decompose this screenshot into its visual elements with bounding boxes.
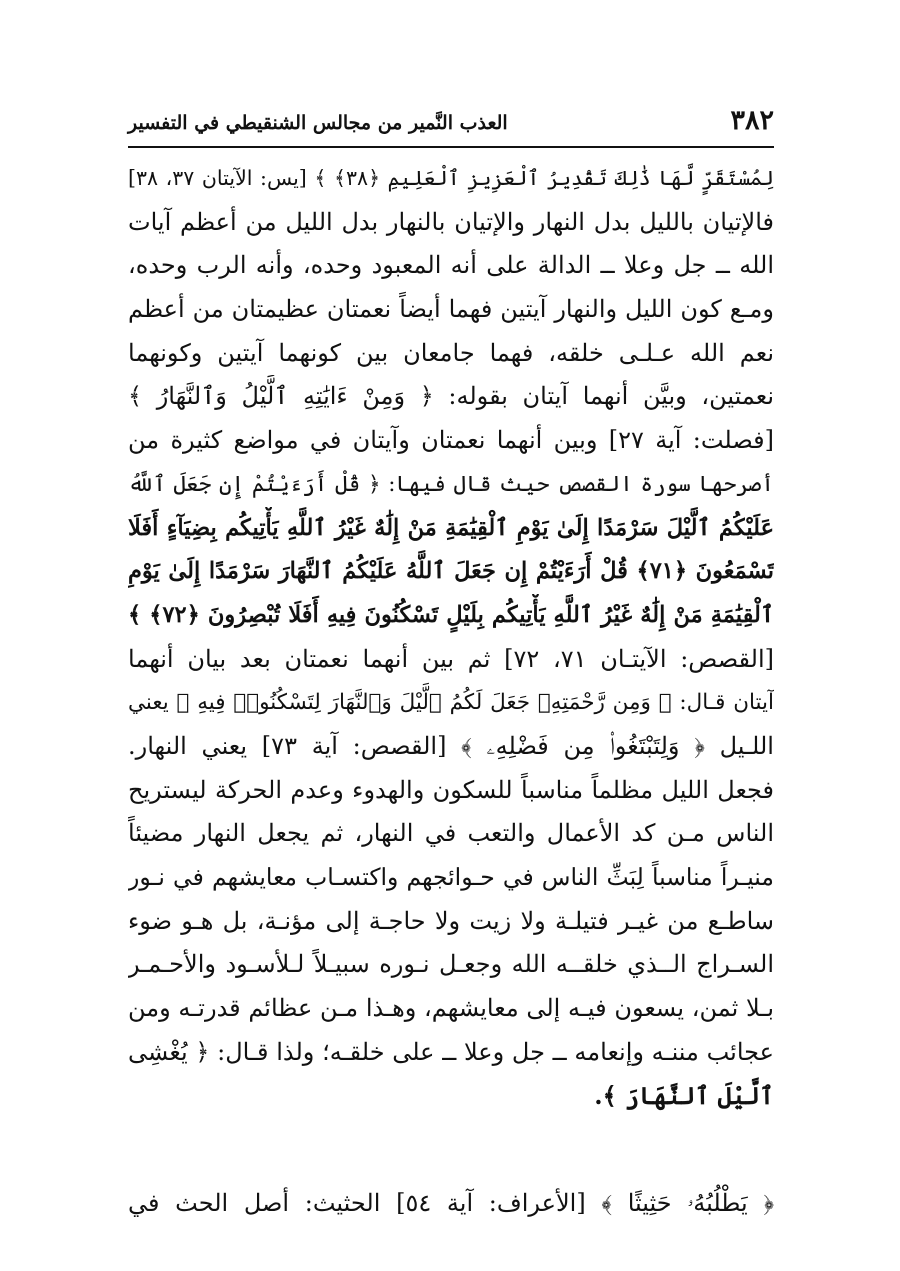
text-line: نعمتين، وبيَّن أنهما آيتان بقوله: ﴿ وَمِنْ ءَايَٰتِهِ ٱلَّيْلُ وَٱلنَّهَارُ ﴾ <box>128 382 774 411</box>
page-number: ٣٨٢ <box>730 105 774 136</box>
text-line: [فصلت: آية ٢٧] وبين أنهما نعمتان وآيتان في مواضع كثيرة من <box>128 426 774 455</box>
text-line: فالإتيان بالليل بدل النهار والإتيان بالنهار بدل الليل من أعظم آيات <box>128 207 774 236</box>
text-line: اللـيل ﴿ وَلِتَبْتَغُوا۟ مِن فَضْلِهِۦ ﴾ [القصص: آية ٧٣] يعني النهار. <box>128 731 774 760</box>
quran-line: ٱلْقِيَٰمَةِ مَنْ إِلَٰهٌ غَيْرُ ٱللَّهِ يَأْتِيكُم بِلَيْلٍ تَسْكُنُونَ فِيهِ أَفَلَا تُبْصِرُونَ ﴿٧٢﴾ ﴾ <box>128 601 774 628</box>
text-line: ساطـع من غيـر فتيلـة ولا زيت ولا حاجـة إلى مؤنـة، بل هـو ضوء <box>128 906 774 935</box>
quran-line: عَلَيْكُمُ ٱلَّيْلَ سَرْمَدًا إِلَىٰ يَوْمِ ٱلْقِيَٰمَةِ مَنْ إِلَٰهٌ غَيْرُ ٱللَّهِ يَأْتِيكُم بِضِيَآءٍ أَفَلَا <box>128 514 774 541</box>
text-line: السـراج الــذي خلقــه الله وجعـل نـوره سبيـلاً لـلأسـود والأحـمـر <box>128 950 774 979</box>
text-line: الله ــ جل وعلا ــ الدالة على أنه المعبود وحده، وأنه الرب وحده، <box>128 251 774 280</box>
header-rule <box>128 146 774 148</box>
text-line: بـلا ثمن، يسعون فيـه إلى معايشهم، وهـذا مـن عظائم قدرتـه ومن <box>128 994 774 1023</box>
running-title: العذب النَّمير من مجالس الشنقيطي في التفسير <box>128 112 508 134</box>
footer-line: ﴿ يَطْلُبُهُۥ حَثِيثًا ﴾ [الأعراف: آية ٥٤] الحثيث: أصل الحث في <box>128 1189 774 1218</box>
text-line: نعم الله عـلـى خلقه، فهما جامعان بين كونهما آيتين وكونهما <box>128 338 774 367</box>
text-line: لِمُسْتَقَرٍّ لَّهَا ذَٰلِكَ تَقْدِيرُ ٱلْعَزِيزِ ٱلْعَلِيمِ ﴿٣٨﴾ ﴾ [يس: الآيتان ٣٧، ٣٨] <box>128 166 774 190</box>
text-line: منيـراً مناسباً لِبَثِّ الناس في حـوائجهم واكتسـاب معايشهم في نـور <box>128 863 774 891</box>
text-line: آيتان قـال: ﴿ وَمِن رَّحْمَتِهِۦ جَعَلَ لَكُمُ ٱلَّيْلَ وَٱلنَّهَارَ لِتَسْكُنُوا۟ فِيهِ ﴾ يعني <box>128 690 774 716</box>
page-header <box>128 100 774 148</box>
quran-line: ٱلَّيْلَ ٱلنَّهَارَ ﴾. <box>594 1081 774 1111</box>
text-line: أصرحها سورة القصص حيث قال فيها: ﴿ قُلْ أَرَءَيْتُمْ إِن جَعَلَ ٱللَّهُ <box>128 471 774 497</box>
body-text <box>128 157 774 1226</box>
paragraph-gap <box>128 1118 774 1182</box>
text-line: الناس مـن كد الأعمال والتعب في النهار، ثم يجعل النهار مضيئاً <box>128 819 774 848</box>
text-line: فجعل الليل مظلماً مناسباً للسكون والهدوء وعدم الحركة ليستريح <box>128 775 774 804</box>
text-line: ومـع كون الليل والنهار آيتين فهما أيضاً نعمتان عظيمتان من أعظم <box>128 295 774 324</box>
text-line: [القصص: الآيتـان ٧١، ٧٢] ثم بين أنهما نعمتان بعد بيان أنهما <box>128 644 774 673</box>
quran-line: تَسْمَعُونَ ﴿٧١﴾ قُلْ أَرَءَيْتُمْ إِن جَعَلَ ٱللَّهُ عَلَيْكُمُ ٱلنَّهَارَ سَرْمَدًا إِلَىٰ يَوْمِ <box>128 558 774 585</box>
text-line: عجائب مننـه وإنعامه ــ جل وعلا ــ على خلقـه؛ ولذا قـال: ﴿ يُغْشِى <box>128 1037 774 1066</box>
